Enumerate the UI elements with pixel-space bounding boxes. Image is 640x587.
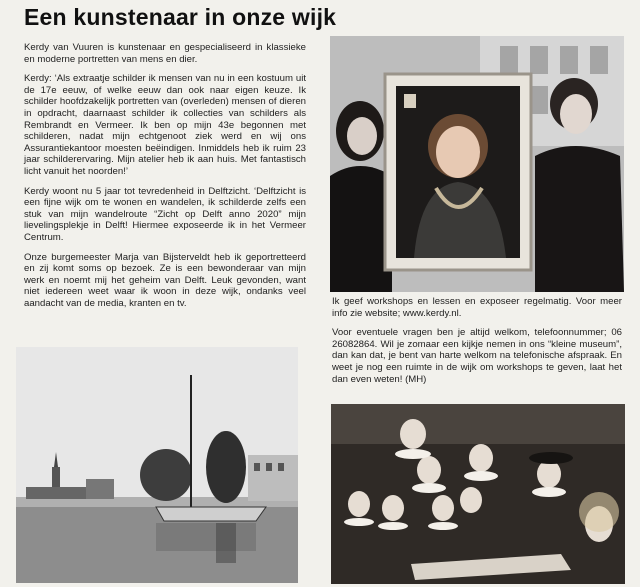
article-title: Een kunstenaar in onze wijk <box>24 4 337 30</box>
mayor-paragraph: Onze burgemeester Marja van Bijsterveldt heb ik geportretteerd en zij komt soms op bezoek. Ze is een bewonderaar van mijn werk en noemt mij het geheim van Delft. Leuk gevonden, want niet iedereen weet waar ik woon in deze wijk, ondanks veel aandacht van de media, kranten en tv. <box>24 251 306 309</box>
workshops-paragraph: Ik geef workshops en lessen en exposeer regelmatig. Voor meer info zie website; www.kerdy.nl. <box>332 296 622 319</box>
portrait-photo <box>330 36 624 292</box>
canal-photo <box>16 347 298 583</box>
quote-paragraph: Kerdy: ‘Als extraatje schilder ik mensen van nu in een kostuum uit de 17e eeuw, of welke eeuw dan ook naar eigen keuze. Ik schilder hoofdzakelijk portretten van (overleden) mensen of dieren in opdracht, daarnaast schilder ik collecties van schilders als Rembrandt en Vermeer. Ik ben op mijn 43e begonnen met schilderen, nadat mijn echtgenoot ziek werd en wij ons Assurantiekantoor moesten beëindigen. Inmiddels heb ik ruim 23 jaar schilderervaring. Mijn atelier heb ik aan huis. Met fantastisch licht vanuit het noorden!’ <box>24 73 306 177</box>
delftzicht-paragraph: Kerdy woont nu 5 jaar tot tevredenheid in Delftzicht. ‘Delftzicht is een fijne wijk om te wonen en wandelen, ik schilderde zelfs een stuk van mijn wandelroute “Zicht op Delft anno 2020” mijn lievelingsplekje in Delft! Hiermee exposeerde ik in het Vermeer Centrum. <box>24 185 306 243</box>
intro-paragraph: Kerdy van Vuuren is kunstenaar en gespecialiseerd in klassieke en moderne portretten van mens en dier. <box>24 42 306 65</box>
article-right-column <box>332 296 622 393</box>
contact-paragraph: Voor eventuele vragen ben je altijd welkom, telefoonnummer; 06 26082864. Wil je zomaar een kijkje nemen in ons “kleine museum”, dan kan dat, je bent van harte welkom na telefonische afspraak. En weet je nog een ruimte in de wijk om workshops te geven, laat het dan even weten! (MH) <box>332 327 622 385</box>
painting-photo <box>331 404 625 584</box>
article-left-column <box>24 42 306 317</box>
